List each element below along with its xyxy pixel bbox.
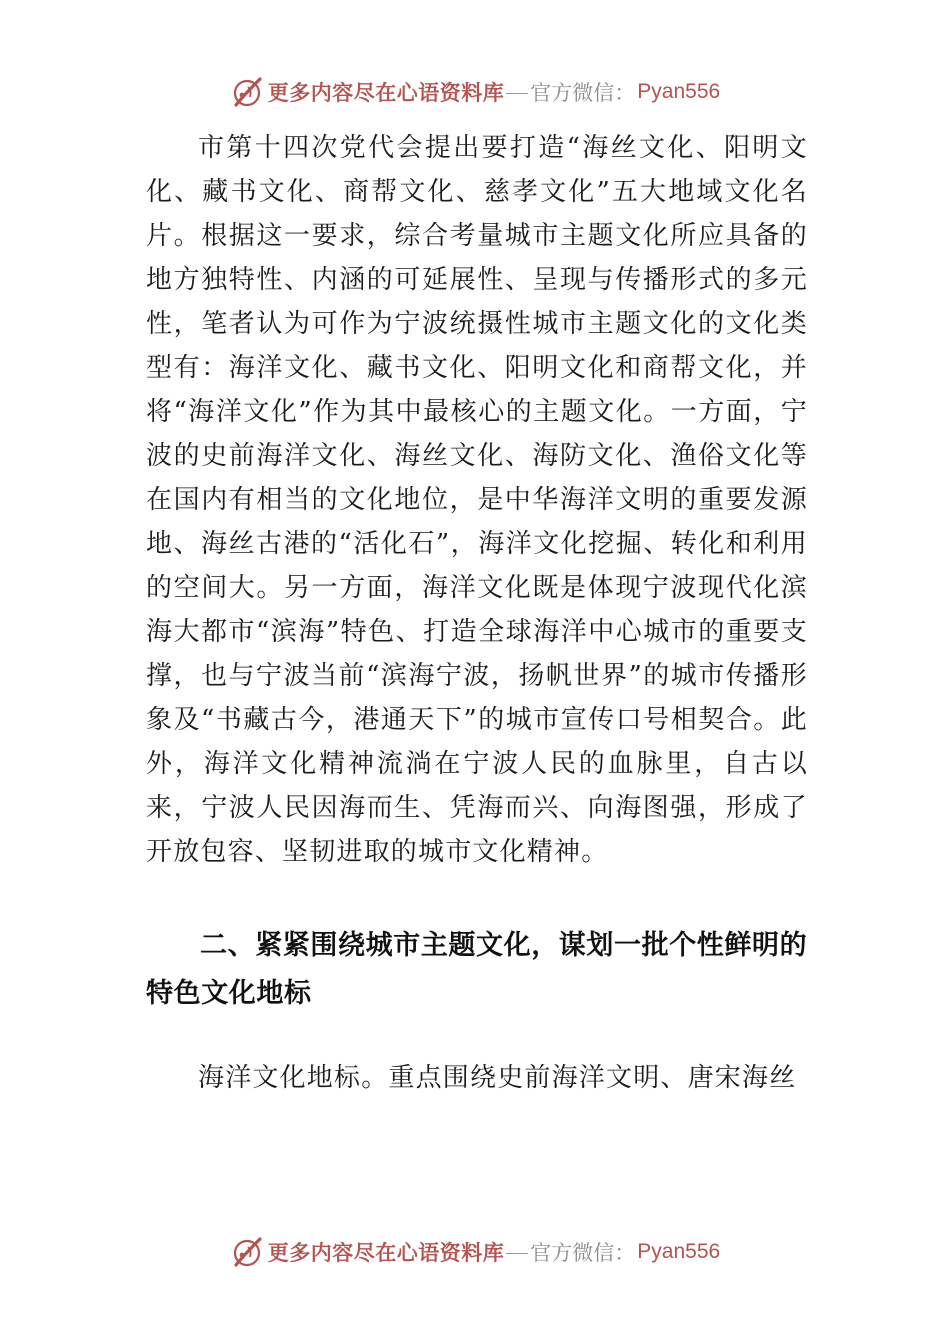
banner-brand-text: 更多内容尽在心语资料库 bbox=[267, 80, 505, 105]
banner-brand-text: 更多内容尽在心语资料库 bbox=[267, 1240, 505, 1265]
body-paragraph-2: 海洋文化地标。重点围绕史前海洋文明、唐宋海丝 bbox=[198, 1063, 797, 1093]
brush-circle-logo-icon bbox=[230, 1235, 264, 1269]
banner-label: 官方微信： bbox=[530, 1241, 636, 1265]
banner-label: 官方微信： bbox=[530, 81, 636, 105]
body-paragraph-1: 市第十四次党代会提出要打造“海丝文化、阳明文化、藏书文化、商帮文化、慈孝文化”五大地域文化名片。根据这一要求，综合考量城市主题文化所应具备的地方独特性、内涵的可延展性、呈现与传播形式的多元性，笔者认为可作为宁波统摄性城市主题文化的文化类型有：海洋文化、藏书文化、阳明文化和商帮文化，并将“海洋文化”作为其中最核心的主题文化。一方面，宁波的史前海洋文化、海丝文化、海防文化、渔俗文化等在国内有相当的文化地位，是中华海洋文明的重要发源地、海丝古港的“活化石”，海洋文化挖掘、转化和利用的空间大。另一方面，海洋文化既是体现宁波现代化滨海大都市“滨海”特色、打造全球海洋中心城市的重要支撑，也与宁波当前“滨海宁波，扬帆世界”的城市传播形象及“书藏古今，港通天下”的城市宣传口号相契合。此外，海洋文化精神流淌在宁波人民的血脉里，自古以来，宁波人民因海而生、凭海而兴、向海图强，形成了开放包容、坚韧进取的城市文化精神。 bbox=[146, 133, 808, 867]
footer-watermark-banner bbox=[0, 1232, 950, 1272]
banner-handle: Pyan556 bbox=[637, 80, 721, 103]
header-watermark-banner bbox=[0, 72, 950, 112]
section-heading: 二、紧紧围绕城市主题文化，谋划一批个性鲜明的特色文化地标 bbox=[146, 930, 808, 1009]
banner-dash bbox=[506, 93, 528, 94]
brush-circle-logo-icon bbox=[230, 75, 264, 109]
banner-handle: Pyan556 bbox=[637, 1240, 721, 1263]
banner-dash bbox=[506, 1253, 528, 1254]
